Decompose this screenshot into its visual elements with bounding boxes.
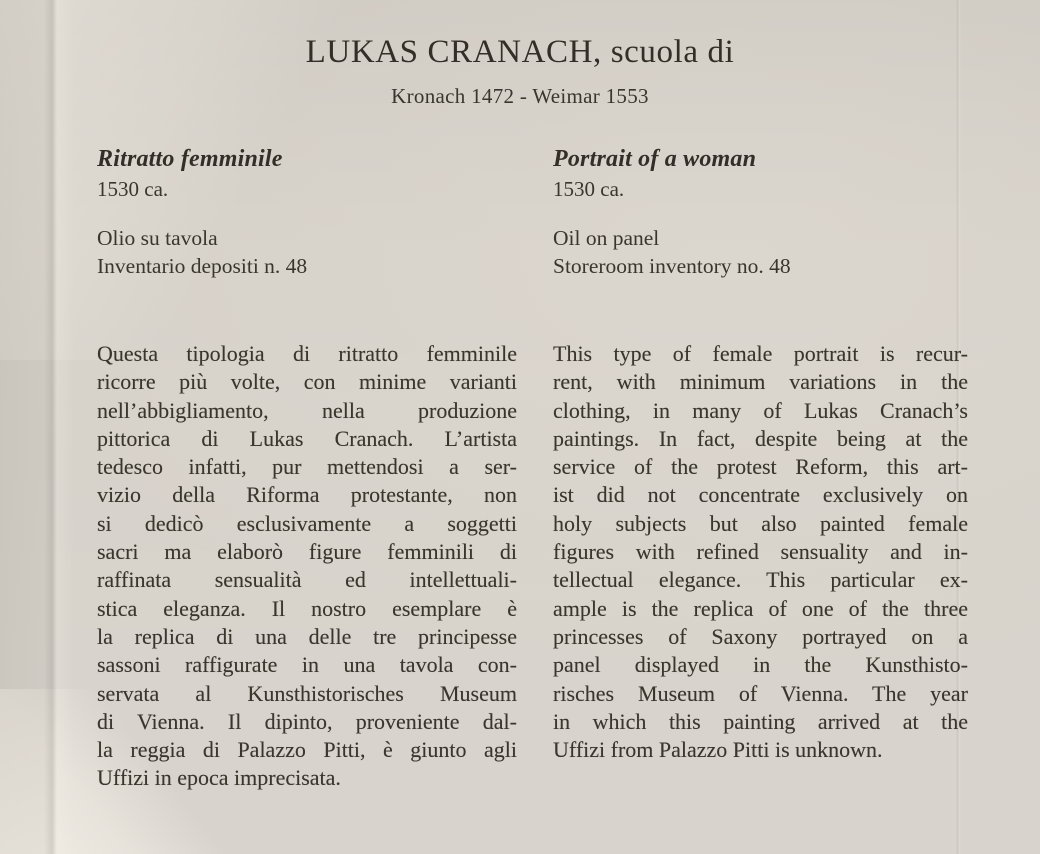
paragraph-line: la reggia di Palazzo Pitti, è giunto agli <box>97 737 517 763</box>
paragraph-line: di Vienna. Il dipinto, proveniente dal- <box>97 708 517 734</box>
paragraph-line: Questa tipologia di ritratto femminile <box>97 341 517 366</box>
paragraph-line: figures with refined sensuality and in- <box>553 539 968 565</box>
artist-name: LUKAS CRANACH, scuola di <box>305 34 735 70</box>
paragraph-line: vizio della Riforma protestante, non <box>97 482 517 508</box>
inventory-italian: Inventario depositi n. 48 <box>97 254 308 278</box>
paragraph-line: ist did not concentrate exclusively on <box>553 482 968 508</box>
description-english <box>553 340 968 764</box>
paragraph-line: pittorica di Lukas Cranach. L’artista <box>97 425 517 451</box>
paragraph-line: sassoni raffigurate in una tavola con- <box>97 652 517 678</box>
artist-dates: Kronach 1472 - Weimar 1553 <box>391 84 649 108</box>
paragraph-line: servata al Kunsthistorisches Museum <box>97 680 517 706</box>
description-italian <box>97 340 517 793</box>
paragraph-line: tellectual elegance. This particular ex- <box>553 567 968 593</box>
paragraph-line: panel displayed in the Kunsthisto- <box>553 652 968 678</box>
work-date-italian: 1530 ca. <box>97 177 169 201</box>
paragraph-line: This type of female portrait is recur- <box>553 341 968 366</box>
paragraph-line: raffinata sensualità ed intellettuali- <box>97 567 517 593</box>
paragraph-line: rent, with minimum variations in the <box>553 369 968 395</box>
medium-english: Oil on panel <box>553 226 660 250</box>
paragraph-line: nell’abbigliamento, nella produzione <box>97 397 517 423</box>
paragraph-line: la replica di una delle tre principesse <box>97 623 517 649</box>
paragraph-line: stica eleganza. Il nostro esemplare è <box>97 595 517 621</box>
italian-column <box>97 146 517 793</box>
paragraph-line: tedesco infatti, pur mettendosi a ser- <box>97 454 517 480</box>
paragraph-line: sacri ma elaborò figure femminili di <box>97 539 517 565</box>
paragraph-line: ricorre più volte, con minime varianti <box>97 369 517 395</box>
label-columns <box>0 146 1040 793</box>
paragraph-line: holy subjects but also painted female <box>553 510 968 536</box>
materials-italian <box>97 224 517 280</box>
materials-english <box>553 224 968 280</box>
medium-italian: Olio su tavola <box>97 226 218 250</box>
paragraph-line: princesses of Saxony portrayed on a <box>553 623 968 649</box>
paragraph-line: si dedicò esclusivamente a soggetti <box>97 510 517 536</box>
work-date-english: 1530 ca. <box>553 177 625 201</box>
work-title-english: Portrait of a woman <box>553 146 757 172</box>
paragraph-line: in which this painting arrived at the <box>553 708 968 734</box>
work-title-italian: Ritratto femminile <box>97 146 283 172</box>
inventory-english: Storeroom inventory no. 48 <box>553 254 791 278</box>
paragraph-line: Uffizi in epoca imprecisata. <box>97 765 341 791</box>
paragraph-line: Uffizi from Palazzo Pitti is unknown. <box>553 737 883 763</box>
paragraph-line: ample is the replica of one of the three <box>553 595 968 621</box>
english-column <box>553 146 968 793</box>
label-header <box>0 0 1040 109</box>
paragraph-line: risches Museum of Vienna. The year <box>553 680 968 706</box>
paragraph-line: service of the protest Reform, this art- <box>553 454 968 480</box>
paragraph-line: clothing, in many of Lukas Cranach’s <box>553 397 968 423</box>
paragraph-line: paintings. In fact, despite being at the <box>553 425 968 451</box>
